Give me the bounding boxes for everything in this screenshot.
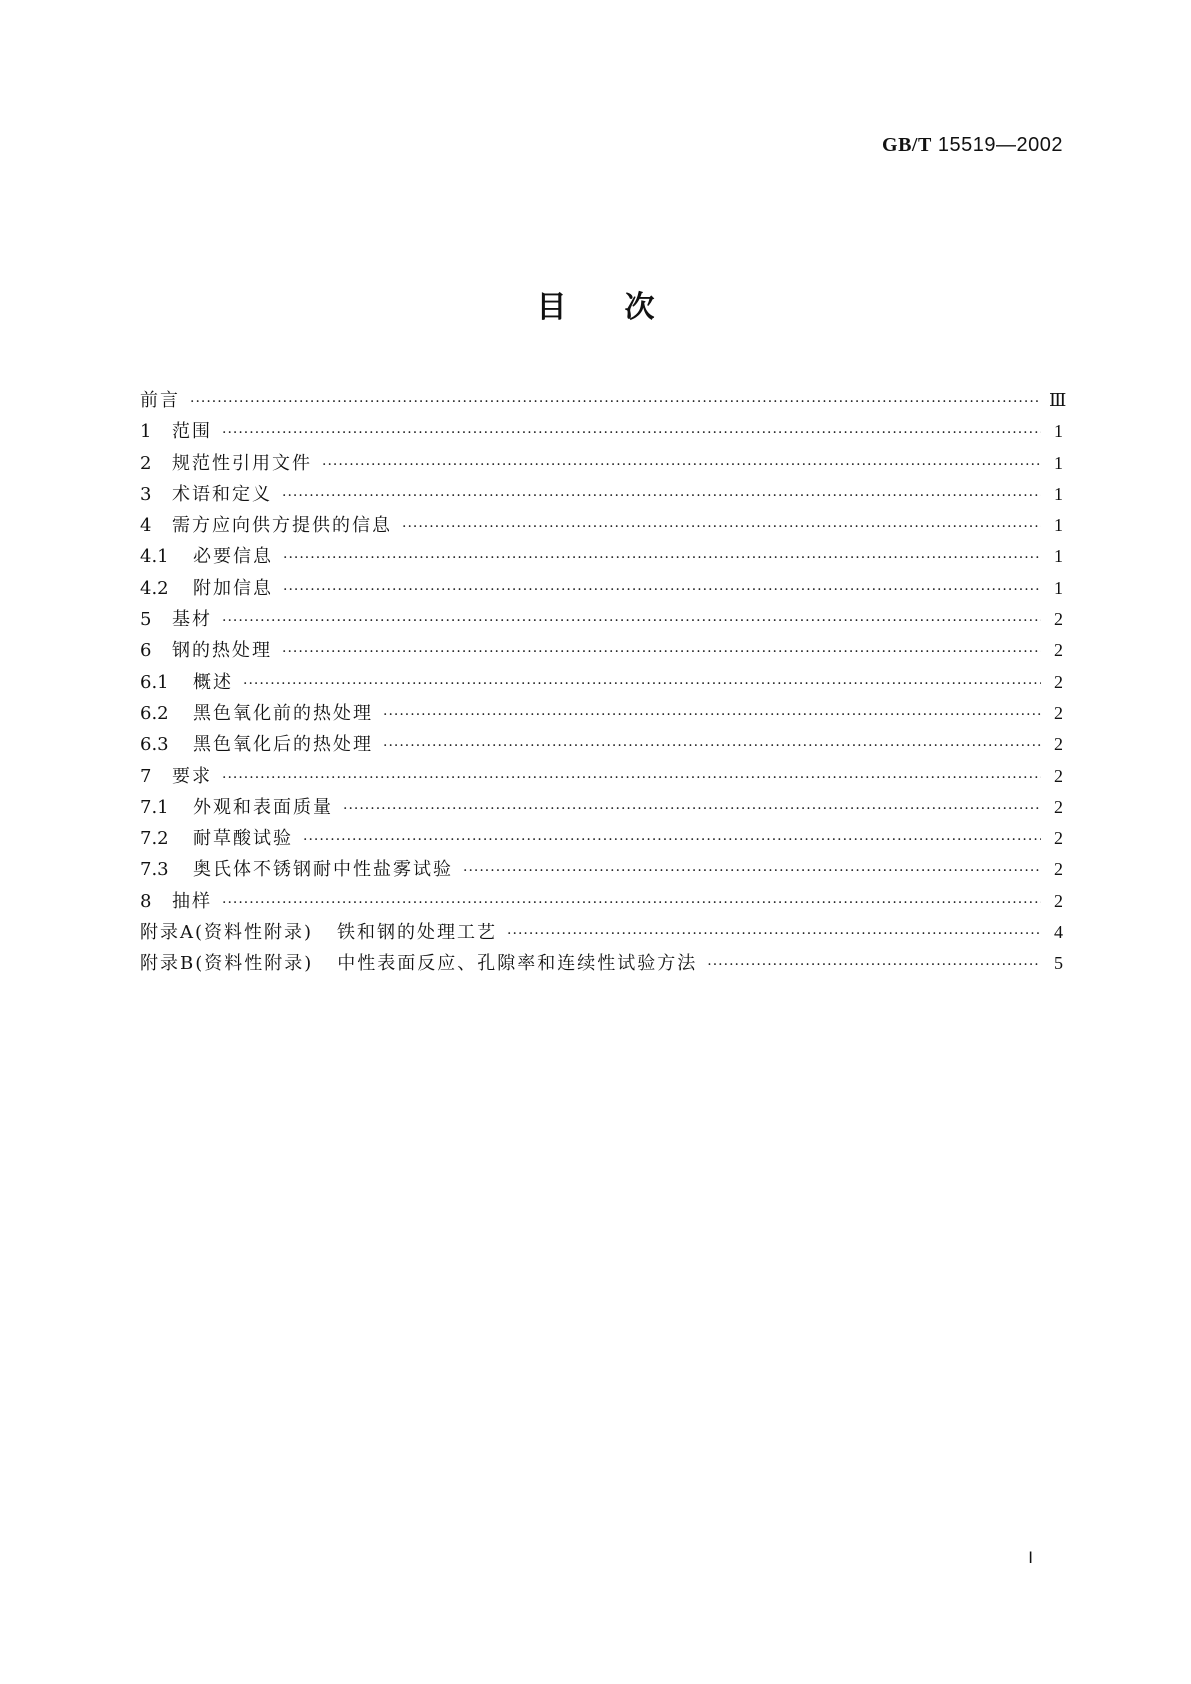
toc-entry-page: 2 [1054, 765, 1063, 786]
toc-entry-number: 8 [140, 890, 152, 912]
toc-entry-label [172, 604, 212, 635]
toc-entry-title: 附录A(资料性附录) [140, 922, 314, 944]
toc-entry-page: 2 [1054, 734, 1063, 755]
toc-entry-label [193, 854, 453, 885]
toc-entry-number: 6 [140, 640, 152, 662]
toc-entry-label [172, 761, 212, 792]
toc-entry-title: 规范性引用文件 [172, 452, 312, 474]
toc-entry[interactable] [140, 917, 1063, 948]
toc-entry-number: 6.3 [140, 734, 169, 756]
toc-dot-leader [222, 606, 1041, 637]
toc-entry[interactable] [140, 416, 1063, 447]
toc-entry[interactable] [140, 948, 1063, 979]
toc-entry-page: 2 [1054, 859, 1063, 880]
toc-dot-leader [283, 575, 1041, 606]
toc-dot-leader [303, 825, 1041, 856]
toc-entry[interactable] [140, 479, 1063, 510]
toc-entry-page: 2 [1054, 671, 1063, 692]
toc-entry[interactable] [140, 729, 1063, 760]
toc-entry-label [193, 823, 293, 854]
toc-entry-page: Ⅲ [1049, 390, 1067, 410]
toc-entry-title: 前言 [140, 390, 180, 411]
toc-entry-title: 概述 [193, 671, 233, 693]
toc-entry[interactable] [140, 792, 1063, 823]
toc-entry-title: 黑色氧化后的热处理 [193, 734, 373, 756]
toc-entry-title: 基材 [172, 609, 212, 631]
toc-dot-leader [190, 387, 1041, 418]
toc-entry[interactable] [140, 510, 1063, 541]
toc-dot-leader [383, 731, 1041, 762]
toc-entry-number: 4.1 [140, 546, 169, 568]
toc-entry[interactable] [140, 604, 1063, 635]
toc-entry[interactable] [140, 667, 1063, 698]
toc-title: 目次 [536, 290, 713, 325]
toc-entry-label [193, 792, 333, 823]
toc-entry-label [193, 698, 373, 729]
toc-entry-page: 2 [1054, 640, 1063, 661]
toc-entry-title: 必要信息 [193, 546, 273, 568]
toc-entry-title: 耐草酸试验 [193, 828, 293, 850]
toc-entry-number: 7.3 [140, 859, 169, 881]
toc-dot-leader [383, 700, 1041, 731]
toc-entry[interactable] [140, 385, 1067, 416]
toc-dot-leader [463, 856, 1041, 887]
toc-entry-label [193, 667, 233, 698]
toc-entry-title: 附加信息 [193, 577, 273, 599]
toc-entry-label [172, 479, 272, 510]
toc-entry-number: 2 [140, 452, 152, 474]
toc-entry-title: 外观和表面质量 [193, 796, 333, 818]
toc-dot-leader [402, 512, 1041, 543]
toc-entry[interactable] [140, 886, 1063, 917]
toc-entry-label [172, 886, 212, 917]
toc-dot-leader [243, 669, 1041, 700]
toc-dot-leader [222, 763, 1041, 794]
toc-entry-number: 4.2 [140, 577, 169, 599]
toc-dot-leader [282, 637, 1041, 668]
toc-entry-title: 范围 [172, 421, 212, 443]
toc-entry[interactable] [140, 698, 1063, 729]
toc-entry-label [193, 541, 273, 572]
toc-dot-leader [322, 450, 1041, 481]
toc-entry-title: 黑色氧化前的热处理 [193, 702, 373, 724]
toc-entry-page: 2 [1054, 796, 1063, 817]
toc-entry[interactable] [140, 448, 1063, 479]
toc-entry-number: 1 [140, 421, 152, 443]
toc-dot-leader [343, 794, 1041, 825]
standard-number: 15519—2002 [937, 134, 1063, 156]
toc-entry-label [193, 729, 373, 760]
toc-dot-leader [282, 481, 1041, 512]
toc-entry-number: 4 [140, 515, 152, 537]
toc-entry-page: 2 [1054, 702, 1063, 723]
toc-entry-label [140, 948, 697, 979]
toc-entry-page: 2 [1054, 609, 1063, 630]
toc-entry-page: 4 [1054, 922, 1063, 943]
table-of-contents [140, 385, 1067, 980]
toc-entry-subtitle: 中性表面反应、孔隙率和连续性试验方法 [337, 953, 698, 975]
standard-prefix: GB/T [882, 134, 932, 156]
toc-entry-page: 1 [1054, 515, 1063, 536]
toc-dot-leader [283, 543, 1041, 574]
toc-entry-label [172, 448, 312, 479]
toc-entry-label [140, 917, 497, 948]
toc-entry-number: 6.2 [140, 702, 169, 724]
toc-entry-title: 需方应向供方提供的信息 [172, 515, 392, 537]
toc-entry[interactable] [140, 854, 1063, 885]
toc-entry-page: 1 [1054, 577, 1063, 598]
page-number: Ⅰ [1028, 1550, 1033, 1567]
toc-entry-page: 1 [1054, 452, 1063, 473]
toc-entry[interactable] [140, 823, 1063, 854]
toc-entry-title: 术语和定义 [172, 483, 272, 505]
toc-entry-number: 3 [140, 483, 152, 505]
toc-entry-label [140, 385, 180, 416]
standard-code [882, 134, 1063, 157]
toc-dot-leader [222, 888, 1041, 919]
toc-entry-page: 5 [1054, 953, 1063, 974]
toc-entry-title: 奥氏体不锈钢耐中性盐雾试验 [193, 859, 453, 881]
toc-entry[interactable] [140, 761, 1063, 792]
toc-entry-page: 1 [1054, 483, 1063, 504]
toc-entry-label [172, 510, 392, 541]
toc-entry-number: 5 [140, 609, 152, 631]
toc-dot-leader [707, 950, 1041, 981]
toc-entry[interactable] [140, 635, 1063, 666]
toc-entry-title: 要求 [172, 765, 212, 787]
toc-entry-title: 附录B(资料性附录) [140, 953, 314, 975]
toc-entry-label [172, 416, 212, 447]
toc-entry-page: 2 [1054, 828, 1063, 849]
toc-entry-number: 7.1 [140, 796, 169, 818]
toc-entry-page: 1 [1054, 421, 1063, 442]
toc-entry[interactable] [140, 541, 1063, 572]
toc-entry-number: 7 [140, 765, 152, 787]
toc-entry-number: 7.2 [140, 828, 169, 850]
toc-entry-subtitle: 铁和钢的处理工艺 [337, 922, 498, 944]
toc-entry[interactable] [140, 573, 1063, 604]
toc-entry-page: 1 [1054, 546, 1063, 567]
toc-dot-leader [222, 418, 1041, 449]
toc-entry-label [172, 635, 272, 666]
toc-entry-label [193, 573, 273, 604]
toc-dot-leader [507, 919, 1041, 950]
toc-entry-title: 抽样 [172, 890, 212, 912]
toc-entry-title: 钢的热处理 [172, 640, 272, 662]
toc-entry-page: 2 [1054, 890, 1063, 911]
toc-entry-number: 6.1 [140, 671, 169, 693]
